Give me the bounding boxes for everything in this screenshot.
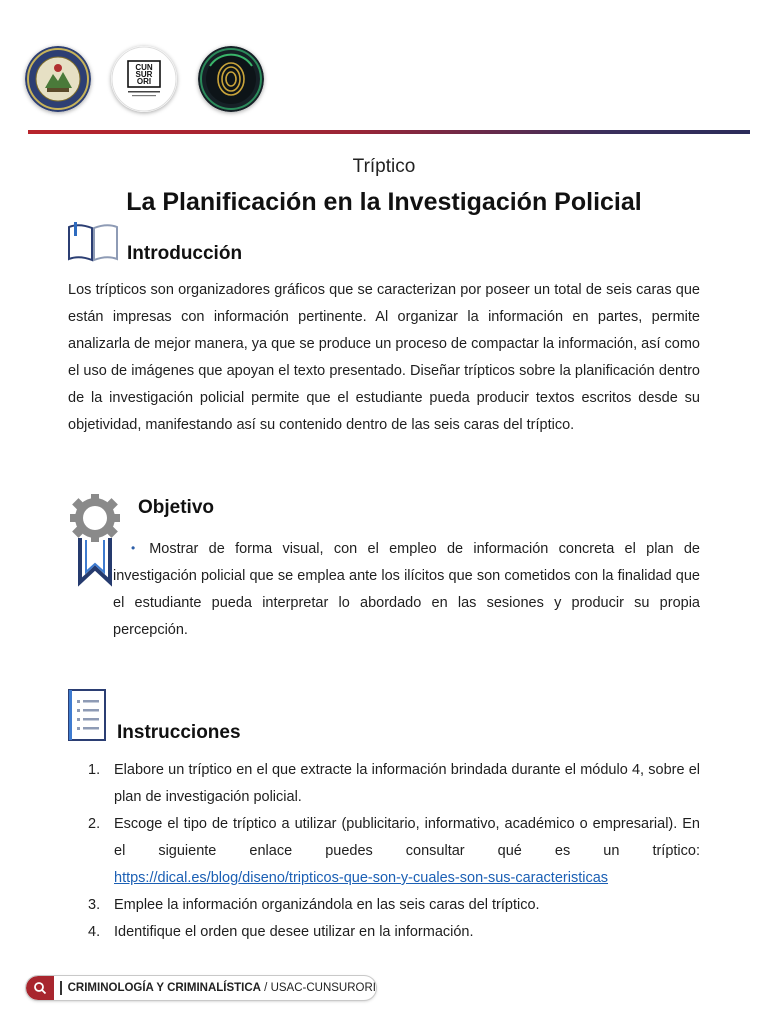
checklist-document-icon — [67, 688, 107, 742]
bullet-icon: • — [131, 541, 136, 555]
university-seal-icon — [25, 46, 91, 112]
objetivo-heading: Objetivo — [138, 497, 215, 518]
tripticos-link[interactable]: https://dical.es/blog/diseno/tripticos-que-son-y-cuales-son-sus-caracteristicas — [114, 870, 609, 886]
list-item — [88, 892, 700, 919]
document-title: La Planificación en la Investigación Policial — [126, 188, 642, 216]
step-number: 1. — [88, 762, 101, 778]
usac-seal — [25, 46, 91, 112]
svg-text:SUR: SUR — [135, 70, 153, 79]
footer-separator — [60, 981, 62, 995]
svg-text:ORI: ORI — [136, 77, 152, 86]
introduccion-text: Los trípticos son organizadores gráficos que se caracterizan por poseer un total de seis caras que están impresas con información pertinente. Al organizar la información en partes, permite analizarla de mejor manera, ya que se produce un proceso de compactar la información, así como el uso de imágenes que apoyan el texto presentado. Diseñar trípticos sobre la planificación dentro de la investigación policial permite que el estudiante pueda producir textos escritos desde su objetividad, manifestando así su contenido dentro de las seis caras del tríptico. — [68, 282, 700, 433]
introduccion-heading: Introducción — [127, 243, 243, 264]
footer-label — [68, 982, 376, 994]
objetivo-text: Mostrar de forma visual, con el empleo de información concreta el plan de investigación policial que se emplea ante los ilícitos que son cometidos con la finalidad que el estudiante pueda interpretar lo abordado en las sesiones y producir su propia percepción. — [113, 541, 700, 638]
footer-brand-bar — [26, 976, 376, 1000]
list-item — [88, 811, 700, 892]
criminologia-logo — [198, 46, 264, 112]
step-text: Emplee la información organizándola en las seis caras del tríptico. — [114, 897, 540, 913]
step-text: Escoge el tipo de tríptico a utilizar (publicitario, informativo, académico o empresarial). En el siguiente enlace puedes consultar qué es un tríptico: — [114, 816, 700, 859]
instructions-list — [88, 757, 700, 946]
cunsurori-logo-icon — [111, 46, 177, 112]
list-item — [88, 919, 700, 946]
step-number: 4. — [88, 924, 101, 940]
list-item — [88, 757, 700, 811]
search-icon — [26, 976, 54, 1000]
cunsurori-logo — [111, 46, 177, 112]
footer-institution: / USAC-CUNSURORI — [260, 982, 376, 994]
open-book-icon — [67, 219, 119, 263]
svg-text:CUN: CUN — [135, 63, 153, 72]
fingerprint-icon — [198, 46, 264, 112]
footer-bold-label: CRIMINOLOGÍA Y CRIMINALÍSTICA — [67, 982, 261, 994]
step-number: 3. — [88, 897, 101, 913]
step-text: Identifique el orden que desee utilizar en la información. — [114, 924, 474, 940]
step-number: 2. — [88, 816, 101, 832]
header-divider — [28, 130, 750, 134]
document-subtitle: Tríptico — [352, 156, 416, 177]
objetivo-paragraph — [113, 536, 700, 644]
step-text: Elabore un tríptico en el que extracte la información brindada durante el módulo 4, sobre el plan de investigación policial. — [114, 762, 700, 805]
instrucciones-heading: Instrucciones — [117, 722, 241, 743]
